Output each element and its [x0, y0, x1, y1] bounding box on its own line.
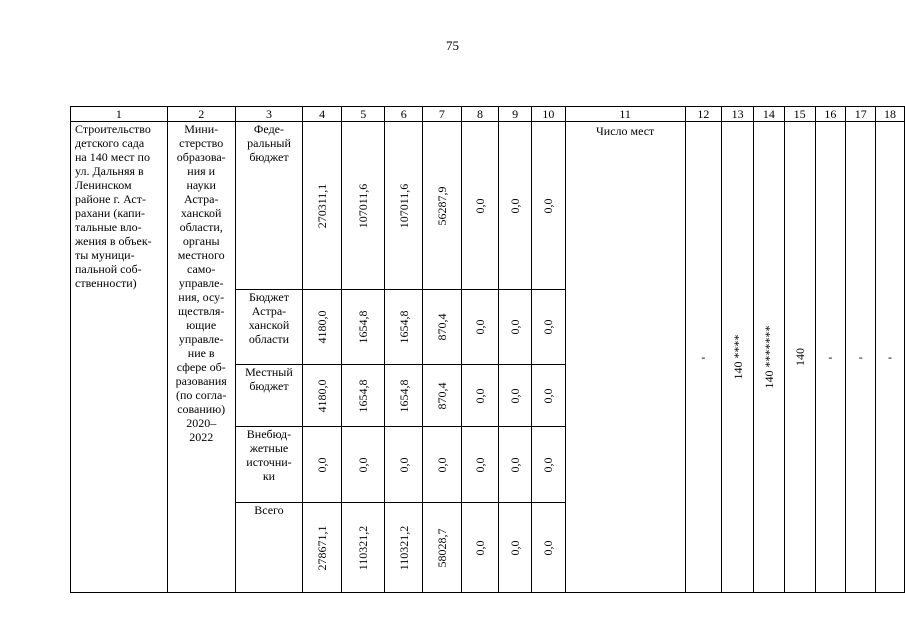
- value-cell: [423, 503, 462, 593]
- text-line: (по согла-: [176, 388, 227, 402]
- value-cell: [531, 122, 565, 290]
- header-row: [71, 107, 905, 122]
- value-cell: [461, 365, 499, 427]
- column-header: 10: [531, 107, 565, 122]
- column-header: 4: [303, 107, 342, 122]
- value-cell: [531, 427, 565, 503]
- text-line: ул. Дальняя в: [75, 164, 144, 178]
- cell-value: 0,0: [508, 457, 523, 472]
- cell-value: 56287,9: [434, 186, 449, 225]
- value-cell: [341, 503, 385, 593]
- value-cell: [385, 427, 423, 503]
- value-cell: [385, 122, 423, 290]
- value-cell: [499, 427, 532, 503]
- value-cell: [341, 427, 385, 503]
- cell-value: 0,0: [356, 457, 371, 472]
- cell-value: 0,0: [541, 540, 556, 555]
- column-header: 7: [423, 107, 462, 122]
- page-number: 75: [446, 38, 459, 53]
- value-cell: [461, 427, 499, 503]
- text-line: ханской: [248, 318, 290, 332]
- object-name-cell: [71, 122, 168, 593]
- text-line: ки: [262, 469, 276, 483]
- cell-value: 1654,8: [356, 379, 371, 412]
- text-line: управле-: [178, 332, 224, 346]
- text-line: управле-: [178, 276, 224, 290]
- cell-value: 4180,0: [315, 379, 330, 412]
- value-cell: [499, 365, 532, 427]
- cell-value: 0,0: [472, 457, 487, 472]
- value-cell: [531, 290, 565, 365]
- indicator-name-cell: [565, 122, 685, 593]
- text-line: науки: [186, 178, 216, 192]
- cell-value: -: [858, 350, 863, 364]
- cell-value: 0,0: [541, 319, 556, 335]
- value-cell: [423, 122, 462, 290]
- column-header: 3: [235, 107, 303, 122]
- indicator-col17: [846, 122, 876, 593]
- value-cell: [423, 290, 462, 365]
- text-line: 2022: [189, 430, 214, 444]
- column-header: 15: [784, 107, 815, 122]
- cell-value: 0,0: [472, 388, 487, 403]
- value-cell: [303, 427, 342, 503]
- text-line: жетные: [249, 441, 289, 455]
- value-cell: [303, 290, 342, 365]
- cell-value: 0,0: [508, 388, 523, 403]
- column-header: 16: [815, 107, 846, 122]
- value-cell: [531, 365, 565, 427]
- value-cell: [303, 503, 342, 593]
- text-line: Астра-: [251, 304, 287, 318]
- indicator-col16: [815, 122, 846, 593]
- column-header: 9: [499, 107, 532, 122]
- column-header: 14: [754, 107, 785, 122]
- column-header: 6: [385, 107, 423, 122]
- indicator-name: Число мест: [595, 124, 655, 138]
- value-cell: [385, 365, 423, 427]
- cell-value: 0,0: [508, 198, 523, 213]
- source-cell: [235, 365, 303, 427]
- column-header: 5: [341, 107, 385, 122]
- cell-value: -: [828, 350, 833, 364]
- text-line: пальной соб-: [75, 262, 142, 276]
- cell-value: 0,0: [508, 540, 523, 555]
- text-line: ханской: [180, 206, 222, 220]
- indicator-col12: [685, 122, 722, 593]
- cell-value: 1654,8: [396, 379, 411, 412]
- cell-value: 58028,7: [434, 528, 449, 567]
- cell-value: 270311,1: [315, 183, 330, 228]
- column-header: 2: [167, 107, 235, 122]
- column-header: 17: [846, 107, 876, 122]
- value-cell: [499, 503, 532, 593]
- text-line: бюджет: [249, 150, 289, 164]
- text-line: Ленинском: [75, 178, 132, 192]
- indicator-col14: [754, 122, 785, 593]
- text-line: на 140 мест по: [75, 150, 150, 164]
- cell-value: 0,0: [541, 198, 556, 213]
- cell-value: 0,0: [472, 319, 487, 335]
- source-cell: [235, 290, 303, 365]
- text-line: районе г. Аст-: [75, 192, 146, 206]
- executor-cell: [167, 122, 235, 593]
- text-line: разования: [175, 374, 227, 388]
- cell-value: 140: [792, 348, 807, 366]
- value-cell: [423, 365, 462, 427]
- cell-value: 140 *******: [761, 325, 776, 389]
- cell-value: -: [701, 350, 706, 364]
- text-line: ющие: [186, 318, 217, 332]
- text-line: рахани (капи-: [75, 206, 145, 220]
- text-line: жения в объек-: [75, 234, 152, 248]
- value-cell: [385, 503, 423, 593]
- value-cell: [499, 122, 532, 290]
- cell-value: -: [888, 350, 893, 364]
- text-line: Бюджет: [248, 290, 289, 304]
- column-header: 18: [876, 107, 905, 122]
- column-header: 8: [461, 107, 499, 122]
- value-cell: [461, 290, 499, 365]
- source-cell: [235, 427, 303, 503]
- column-header: 1: [71, 107, 168, 122]
- text-line: ты муници-: [75, 248, 135, 262]
- text-line: местного: [177, 248, 225, 262]
- value-cell: [341, 365, 385, 427]
- cell-value: 107011,6: [396, 183, 411, 228]
- text-line: ния, осу-: [178, 290, 225, 304]
- table-row: [71, 122, 905, 290]
- cell-value: 4180,0: [315, 310, 330, 344]
- value-cell: [423, 427, 462, 503]
- text-line: ществля-: [177, 304, 225, 318]
- source-cell: [235, 122, 303, 290]
- value-cell: [341, 290, 385, 365]
- cell-value: 0,0: [434, 457, 449, 472]
- cell-value: 107011,6: [356, 183, 371, 228]
- cell-value: 0,0: [396, 457, 411, 472]
- text-line: Всего: [254, 503, 284, 517]
- cell-value: 110321,2: [396, 525, 411, 570]
- cell-value: 0,0: [472, 198, 487, 213]
- text-line: Местный: [245, 365, 293, 379]
- text-line: стерство: [179, 136, 224, 150]
- cell-value: 870,4: [434, 313, 449, 341]
- text-line: ральный: [247, 136, 291, 150]
- cell-value: 0,0: [541, 457, 556, 472]
- cell-value: 140 ****: [730, 334, 745, 380]
- text-line: детского сада: [75, 136, 145, 150]
- value-cell: [461, 122, 499, 290]
- indicator-col15: [784, 122, 815, 593]
- value-cell: [385, 290, 423, 365]
- text-line: Внебюд-: [246, 427, 292, 441]
- cell-value: 0,0: [472, 540, 487, 555]
- text-line: образова-: [176, 150, 226, 164]
- text-line: источни-: [246, 455, 292, 469]
- text-line: само-: [187, 262, 216, 276]
- text-line: Мини-: [184, 122, 219, 136]
- text-line: Феде-: [253, 122, 284, 136]
- cell-value: 278671,1: [315, 525, 330, 570]
- value-cell: [499, 290, 532, 365]
- cell-value: 110321,2: [356, 525, 371, 570]
- text-line: 2020–: [186, 416, 217, 430]
- cell-value: 870,4: [434, 382, 449, 409]
- text-line: области,: [179, 220, 223, 234]
- cell-value: 0,0: [508, 319, 523, 335]
- column-header: 13: [722, 107, 754, 122]
- column-header: 11: [565, 107, 685, 122]
- indicator-col13: [722, 122, 754, 593]
- text-line: органы: [182, 234, 220, 248]
- text-line: ственности): [75, 276, 137, 290]
- text-line: Астра-: [183, 192, 219, 206]
- value-cell: [461, 503, 499, 593]
- text-line: сованию): [177, 402, 226, 416]
- cell-value: 1654,8: [356, 310, 371, 344]
- text-line: тальные вло-: [75, 220, 142, 234]
- text-line: Строительство: [75, 122, 151, 136]
- indicator-col18: [876, 122, 905, 593]
- column-header: 12: [685, 107, 722, 122]
- text-line: области: [248, 332, 290, 346]
- value-cell: [303, 122, 342, 290]
- text-line: бюджет: [249, 379, 289, 393]
- value-cell: [531, 503, 565, 593]
- cell-value: 1654,8: [396, 310, 411, 344]
- cell-value: 0,0: [315, 457, 330, 472]
- budget-table: [70, 106, 905, 593]
- source-cell: [235, 503, 303, 593]
- text-line: ние в: [187, 346, 215, 360]
- text-line: сфере об-: [176, 360, 226, 374]
- cell-value: 0,0: [541, 388, 556, 403]
- value-cell: [341, 122, 385, 290]
- text-line: ния и: [187, 164, 216, 178]
- value-cell: [303, 365, 342, 427]
